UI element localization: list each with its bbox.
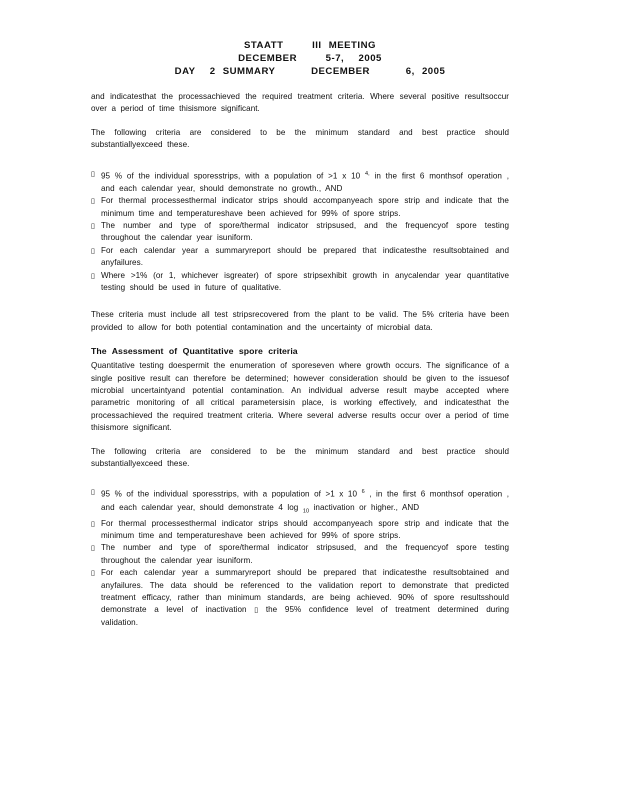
list-item-text: , in the first 6 monthsof operation , and each calendar year, should demonstrate 4 log: [101, 490, 510, 512]
list-item-text: in the first 6 monthsof operation , and each calendar year, should demonstrate no growth., AND: [101, 171, 510, 193]
header-line-3: DAY 2 SUMMARY DECEMBER 6, 2005: [174, 66, 446, 77]
list-item: [91, 486, 509, 517]
header-line-2: DECEMBER 5-7, 2005: [238, 53, 382, 64]
bullet-box-icon: ▯: [91, 197, 95, 206]
section-paragraph: Quantitative testing doespermit the enumeration of sporeseven where growth occurs. The significance of a single positive result can therefore be determined; however consideration should be given to the issuesof microbial uncertaintyand potential contamination. An individual adverse result maybe accepted where parametric monitoring of all critical parametersisin place, is working effectively, and indicatesthat the processachieved the required treatment criteria. Where several adverse results occur over a period of time thisismore significant.: [91, 361, 509, 433]
list-item-text: For each calendar year a summaryreport should be prepared that indicatesthe resultsobtained and anyfailures.: [101, 245, 509, 268]
bullet-box-icon: ▯: [91, 544, 95, 553]
header-line-1: STAATT III MEETING: [244, 40, 376, 51]
list-item-text: For thermal processesthermal indicator strips should accompanyeach spore strip and indicate that the minimum time and temperatureshave been achieved for 99% of spore strips.: [101, 196, 509, 218]
list-item-text: The number and type of spore/thermal indicator stripsused, and the frequencyof spore testing throughout the calendar year isuniform.: [101, 543, 509, 565]
list-item: [91, 567, 509, 629]
list-item-text: For each calendar year a summaryreport should be prepared that indicatesthe resultsobtained and anyfailures. The data should be referenced to the validation report to demonstrate that predicted treatment efficacy, rather than minimum standards, are being achieved. 90% of spore resultsshould demonstrate a level of inactivation: [101, 568, 509, 615]
section-heading: The Assessment of Quantitative spore criteria: [91, 346, 298, 357]
list-item: [91, 270, 509, 295]
list-item-text: 95 % of the individual sporesstrips, with a population of >1 x 10: [101, 171, 361, 181]
bullet-box-icon: ▯: [91, 169, 95, 178]
list-item-text: the 95% confidence level of treatment determined during validation.: [101, 605, 510, 627]
bullet-box-icon: ▯: [91, 221, 95, 230]
list-item: [91, 220, 509, 245]
section-paragraph-2: The following criteria are considered to be the minimum standard and best practice should substantiallyexceed these.: [91, 446, 509, 469]
list-item: [91, 245, 509, 270]
list-item-text: Where >1% (or 1, whichever isgreater) of spore stripsexhibit growth in anycalendar year quantitative testing should be used in future of qualitative.: [101, 270, 509, 292]
list-item-text: inactivation or higher., AND: [313, 502, 420, 512]
list-item-text: For thermal processesthermal indicator strips should accompanyeach spore strip and indicate that the minimum time and temperatureshave been achieved for 99% of spore strips.: [101, 518, 509, 540]
subscript: 10: [302, 508, 310, 515]
list-item-text: The number and type of spore/thermal indicator stripsused, and the frequencyof spore testing throughout the calendar year isuniform.: [101, 220, 509, 243]
list-item: [91, 518, 509, 543]
bullet-box-icon: ▯: [91, 246, 95, 255]
intro-paragraph-2: The following criteria are considered to be the minimum standard and best practice should substantiallyexceed these.: [91, 127, 509, 150]
criteria-list-qualitative: [91, 168, 509, 295]
inline-box-icon: ▯: [254, 606, 259, 615]
list-item-text: 95 % of the individual sporesstrips, with a population of >1 x 10: [101, 490, 358, 500]
document-header: [90, 39, 530, 78]
superscript: 4,: [364, 170, 370, 177]
list-item: [91, 168, 509, 196]
criteria-paragraph: These criteria must include all test stripsrecovered from the plant to be valid. The 5% criteria have been provided to allow for both potential contamination and the uncertainty of microbial data.: [91, 310, 509, 332]
superscript: 6: [361, 489, 365, 496]
bullet-box-icon: ▯: [91, 271, 95, 280]
criteria-list-quantitative: [91, 486, 509, 629]
bullet-box-icon: ▯: [91, 519, 95, 528]
intro-paragraph-1: and indicatesthat the processachieved the required treatment criteria. Where several positive resultsoccur over a period of time thisismore significant.: [91, 92, 509, 114]
bullet-box-icon: ▯: [91, 488, 95, 497]
document-body: [91, 91, 509, 640]
bullet-box-icon: ▯: [91, 569, 95, 578]
list-item: [91, 542, 509, 567]
list-item: [91, 195, 509, 220]
